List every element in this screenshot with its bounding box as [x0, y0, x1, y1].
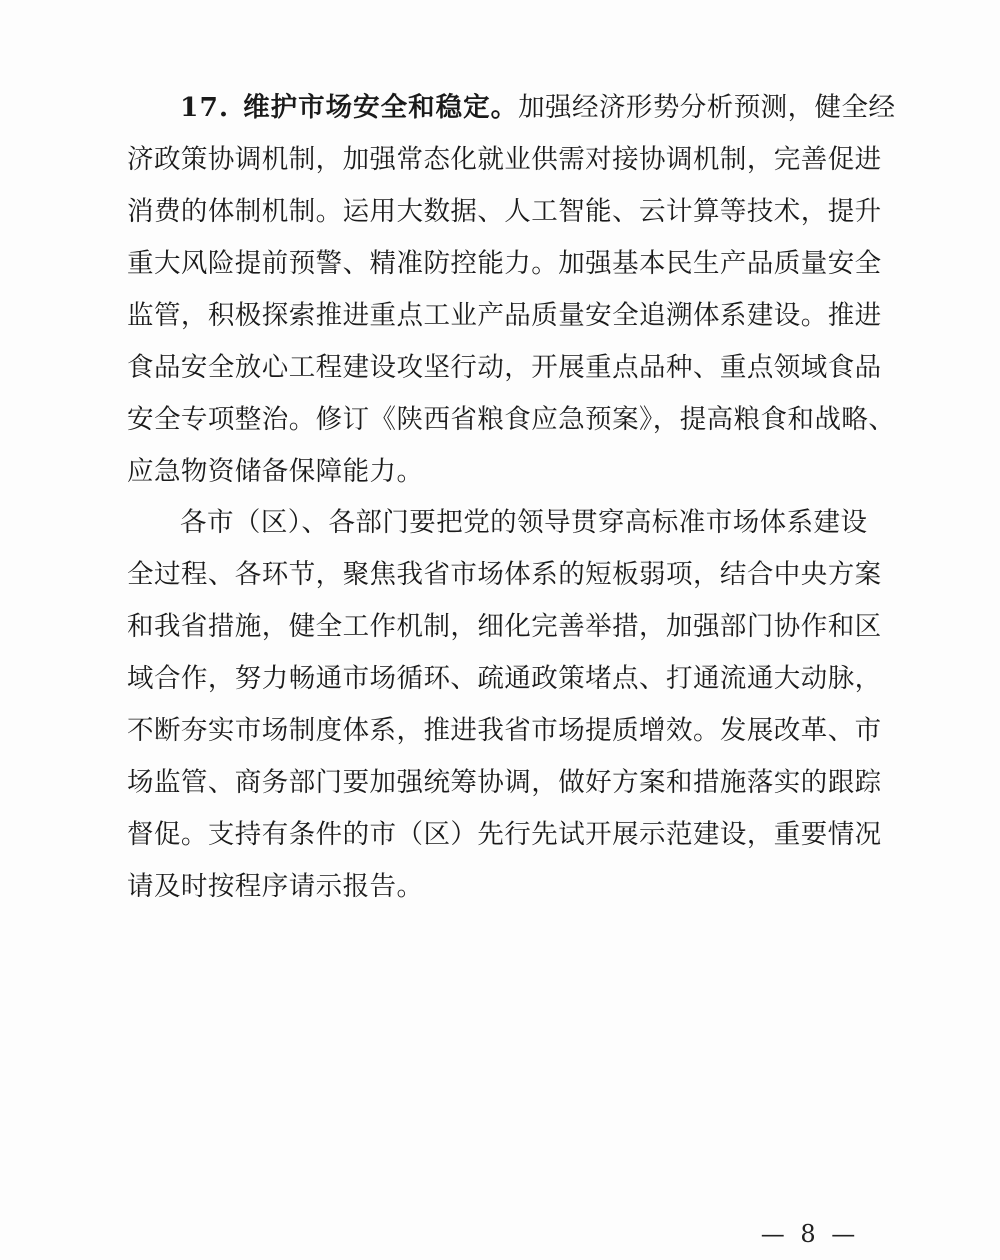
paragraph-17 — [127, 82, 896, 498]
paragraph-line: 督促。支持有条件的市（区）先行先试开展示范建设，重要情况 — [127, 819, 882, 850]
item-number: 17. — [180, 92, 230, 123]
paragraph-line-text: 加强经济形势分析预测，健全经 — [518, 92, 896, 123]
closing-paragraph — [127, 497, 887, 913]
paragraph-line: 消费的体制机制。运用大数据、人工智能、云计算等技术，提升 — [127, 196, 882, 227]
paragraph-line: 请及时按程序请示报告。 — [127, 871, 424, 902]
paragraph-line: 监管，积极探索推进重点工业产品质量安全追溯体系建设。推进 — [127, 300, 882, 331]
paragraph-line: 各市（区）、各部门要把党的领导贯穿高标准市场体系建设 — [180, 507, 868, 538]
paragraph-line: 食品安全放心工程建设攻坚行动，开展重点品种、重点领域食品 — [127, 352, 882, 383]
paragraph-line: 和我省措施，健全工作机制，细化完善举措，加强部门协作和区 — [127, 611, 882, 642]
paragraph-line: 安全专项整治。修订《陕西省粮食应急预案》，提高粮食和战略、 — [127, 404, 896, 435]
page-number: — 8 — — [760, 1220, 860, 1248]
paragraph-line: 全过程、各环节，聚焦我省市场体系的短板弱项，结合中央方案 — [127, 559, 882, 590]
paragraph-line: 域合作，努力畅通市场循环、疏通政策堵点、打通流通大动脉， — [127, 663, 882, 694]
item-heading: 维护市场安全和稳定。 — [243, 92, 519, 123]
paragraph-line: 场监管、商务部门要加强统筹协调，做好方案和措施落实的跟踪 — [127, 767, 882, 798]
paragraph-line: 应急物资储备保障能力。 — [127, 456, 424, 487]
paragraph-line: 不断夯实市场制度体系，推进我省市场提质增效。发展改革、市 — [127, 715, 882, 746]
paragraph-line: 济政策协调机制，加强常态化就业供需对接协调机制，完善促进 — [127, 144, 882, 175]
paragraph-line: 重大风险提前预警、精准防控能力。加强基本民生产品质量安全 — [127, 248, 882, 279]
paragraph-line — [127, 82, 896, 134]
